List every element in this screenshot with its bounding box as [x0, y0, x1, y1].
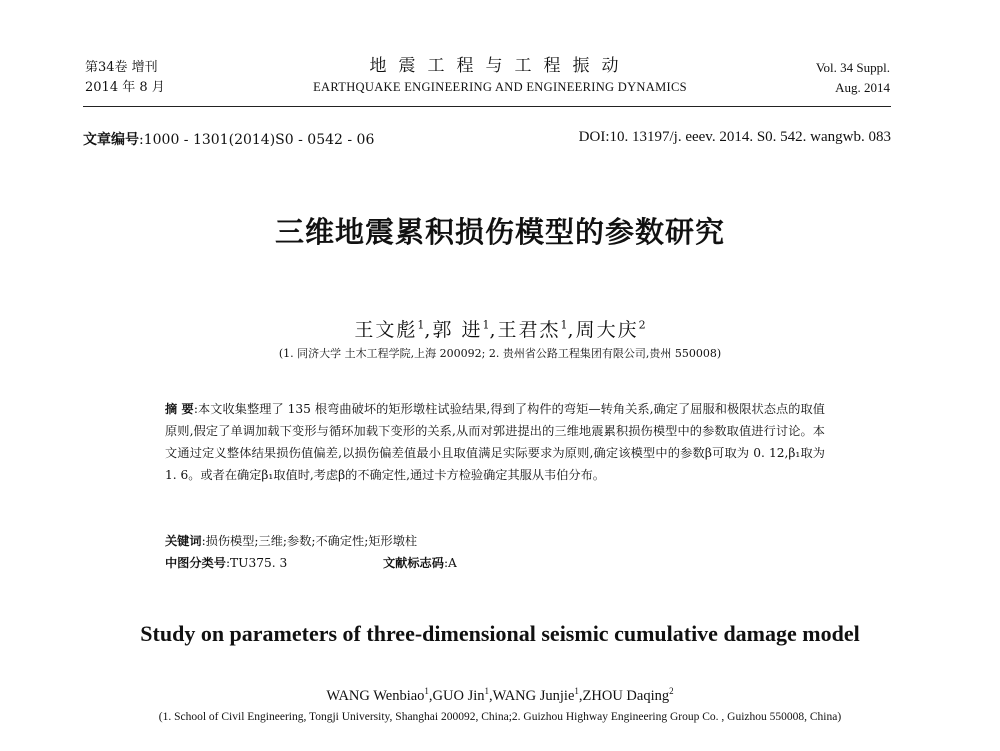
article-number-label: 文章编号 [83, 132, 139, 148]
doi: DOI:10. 13197/j. eeev. 2014. S0. 542. wangwb. 083 [578, 129, 891, 145]
document-code [383, 552, 457, 574]
keywords-label: 关键词 [165, 534, 202, 548]
author-en: WANG Wenbiao$^1$, [326, 686, 433, 704]
affiliation-cn: (1. 同济大学 土木工程学院,上海 200092; 2. 贵州省公路工程集团有限公司,贵州 550008) [278, 347, 722, 360]
volume-en: Vol. 34 Suppl. [815, 60, 890, 75]
document-code-label: 文献标志码 [383, 556, 444, 570]
author-en: GUO Jin$^1$, [432, 686, 493, 704]
keywords [165, 530, 825, 552]
affiliation-en: (1. School of Civil Engineering, Tongji University, Shanghai 200092, China;2. Guizhou Highway Engineering Group Co. , Guizhou 550008, China) [158, 711, 842, 723]
keywords-text: :损伤模型;三维;参数;不确定性;矩形墩柱 [201, 534, 418, 548]
paper-title-cn: 三维地震累积损伤模型的参数研究 [274, 215, 725, 249]
header-volume-en-block [816, 58, 890, 98]
abstract-cn [165, 398, 825, 486]
article-meta [83, 129, 891, 149]
authors-en [0, 686, 1000, 705]
abstract-text: :本文收集整理了 135 根弯曲破坏的矩形墩柱试验结果,得到了构件的弯矩—转角关系,确定了屈服和极限状态点的取值原则,假定了单调加载下变形与循环加载下变形的关系,从而对郭进提出的三维地震累积损伤模型中的参数取值进行讨论。本文通过定义整体结果损伤值偏差,以损伤偏差值最小且取值满足实际要求为原则,确定该模型中的参数β可取为 0. 12,β₁取为 1. 6。或者在确定β₁取值时,考虑β的不确定性,通过卡方检验确定其服从韦伯分布。 [165, 402, 825, 482]
date-cn: 2014 年 8 月 [85, 80, 165, 95]
journal-title-en: EARTHQUAKE ENGINEERING AND ENGINEERING DYNAMICS [313, 80, 687, 94]
classification-label: 中图分类号 [165, 556, 226, 570]
article-number [83, 129, 374, 149]
date-en: Aug. 2014 [835, 80, 890, 95]
author-cn: 王君杰$^1$, [497, 318, 576, 341]
journal-title-cn: 地震工程与工程振动 [369, 56, 631, 76]
classification-value: :TU375. 3 [225, 556, 288, 570]
header-volume-block [85, 58, 165, 98]
journal-header [250, 54, 750, 96]
authors-cn [0, 315, 1000, 342]
volume-cn: 第34卷 增刊 [85, 60, 158, 75]
author-en: WANG Junjie$^1$, [492, 686, 583, 704]
author-cn: 王文彪$^1$, [354, 318, 433, 341]
author-en: ZHOU Daqing$^2$ [582, 686, 674, 704]
paper-title-en: Study on parameters of three-dimensional seismic cumulative damage model [140, 621, 860, 646]
author-cn: 周大庆$^2$ [575, 318, 646, 341]
abstract-label: 摘 要 [165, 402, 194, 416]
classification-number [165, 552, 287, 574]
article-number-value: :1000 - 1301(2014)S0 - 0542 - 06 [139, 132, 375, 148]
document-code-value: :A [443, 556, 457, 570]
author-cn: 郭 进$^1$, [432, 318, 498, 341]
header-rule [83, 106, 891, 107]
